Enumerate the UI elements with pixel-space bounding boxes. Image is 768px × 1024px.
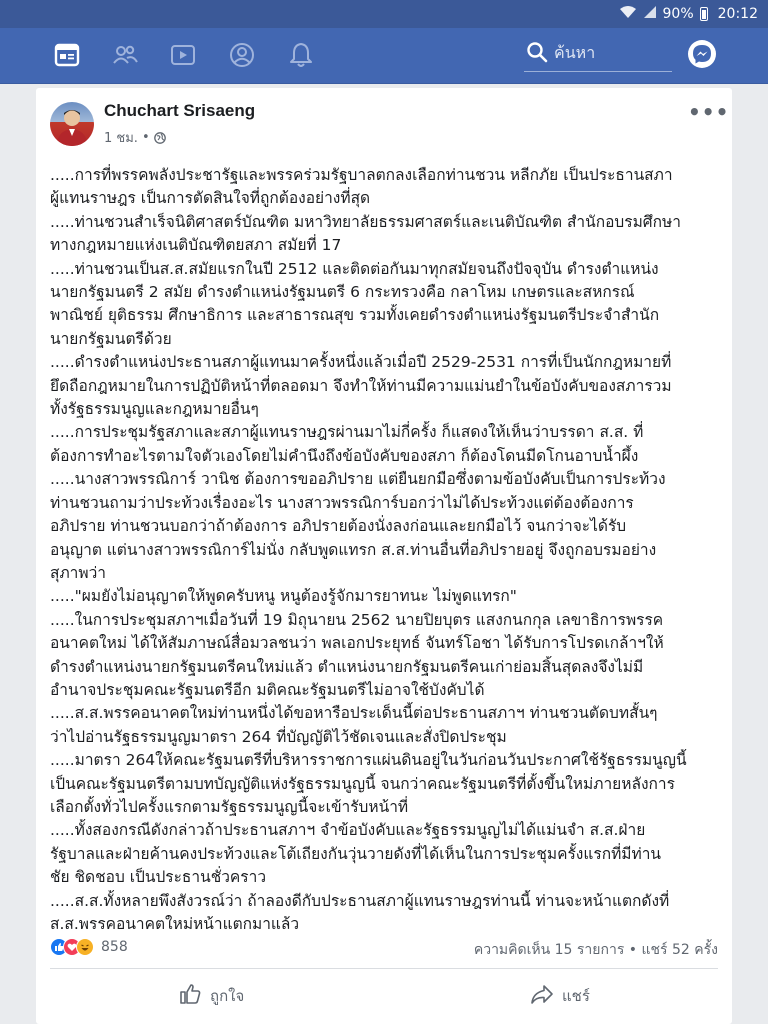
share-button[interactable] [530,982,590,1010]
post-meta [104,127,166,148]
post-text-line: .....ท่านชวนสำเร็จนิติศาสตร์บัณฑิต มหาวิทยาลัยธรรมศาสตร์และเนติบัณฑิต สำนักอบรมศึกษา [50,212,681,231]
post-text-line: ชัย ชิดชอบ เป็นประธานชั่วคราว [50,868,267,887]
post-text-line: รัฐบาลและฝ่ายค้านคงประท้วงและโต้เถียงกันวุ่นวายดังที่ได้เห็นในการประชุมครั้งแรกที่มีท่าน [50,844,662,863]
haha-icon [76,938,94,956]
search-icon [526,41,548,67]
post-text-line: เลือกตั้งทั่วไปครั้งแรกตามรัฐธรรมนูญนี้จะเข้ารับหน้าที่ [50,797,409,816]
search-box[interactable] [524,36,672,72]
thumbs-up-icon [178,982,202,1010]
battery-percent: 90% [662,6,694,22]
wifi-icon [619,5,637,23]
post-text-line: ทางกฎหมายแห่งเนติบัณฑิตยสภา สมัยที่ 17 [50,236,342,255]
meta-separator: • [141,130,150,145]
post-text-line: อภิปราย ท่านชวนบอกว่าถ้าต้องการ อภิปรายต้องนั่งลงก่อนและยกมือไว้ จนกว่าจะได้รับ [50,517,627,536]
post-text-line: ดำรงตำแหน่งนายกรัฐมนตรีคนใหม่แล้ว ตำแหน่งนายกรัฐมนตรีคนเก่าย่อมสิ้นสุดลงจึงไม่มี [50,657,644,676]
post-text-line: .....ดำรงตำแหน่งประธานสภาผู้แทนมาครั้งหนึ่งแล้วเมื่อปี 2529-2531 การที่เป็นนักกฎหมายที่ [50,353,672,372]
reaction-count: 858 [101,939,128,955]
clock: 20:12 [717,6,758,22]
like-button-label: ถูกใจ [210,987,245,1005]
search-placeholder: ค้นหา [554,43,596,62]
battery-icon [700,7,708,21]
post-text-line: อำนาจประชุมคณะรัฐมนตรีอีก มติคณะรัฐมนตรีไม่อาจใช้บังคับได้ [50,680,485,699]
post-text-line: .....ส.ส.พรรคอนาคตใหม่ท่านหนึ่งได้ขอหารือประเด็นนี้ต่อประธานสภาฯ ท่านชวนตัดบทสั้นๆ [50,704,658,723]
post-text-line: อนาคตใหม่ ได้ให้สัมภาษณ์สื่อมวลชนว่า พลเอกประยุทธ์ จันทร์โอชา ได้รับการโปรดเกล้าฯให้ [50,634,664,653]
post-text-line: นายกรัฐมนตรี 2 สมัย ดำรงตำแหน่งรัฐมนตรี 6 กระทรวงคือ กลาโหม เกษตรและสหกรณ์ [50,283,635,302]
post-text-line: .....มาตรา 264ให้คณะรัฐมนตรีที่บริหารราชการแผ่นดินอยู่ในวันก่อนวันประกาศใช้รัฐธรรมนูญนี้ [50,751,687,770]
messenger-icon[interactable] [688,40,716,68]
post-text-line: สุภาพว่า [50,563,107,582]
post-card [36,88,732,1024]
post-text-line: ....."ผมยังไม่อนุญาตให้พูดครับหนู หนูต้องรู้จักมารยาทนะ ไม่พูดแทรก" [50,587,517,606]
comments-shares-summary[interactable]: ความคิดเห็น 15 รายการ • แชร์ 52 ครั้ง [473,942,718,958]
signal-icon [643,5,657,23]
post-text-line: พาณิชย์ ยุติธรรม ศึกษาธิการ และสาธารณสุข รวมทั้งเคยดำรงตำแหน่งรัฐมนตรีประจำสำนัก [50,306,660,325]
reaction-summary[interactable] [50,938,128,956]
watch-icon[interactable] [168,40,198,70]
like-button[interactable] [178,982,244,1010]
share-button-label: แชร์ [562,987,590,1005]
post-text-line: .....ท่านชวนเป็นส.ส.สมัยแรกในปี 2512 และติดต่อกันมาทุกสมัยจนถึงปัจจุบัน ดำรงตำแหน่ง [50,259,659,278]
post-text-line: .....การประชุมรัฐสภาและสภาผู้แทนราษฎรผ่านมาไม่กี่ครั้ง ก็แสดงให้เห็นว่าบรรดา ส.ส. ที่ [50,423,644,442]
post-text-line: .....ส.ส.ทั้งหลายพึงสังวรณ์ว่า ถ้าลองดีกับประธานสภาผู้แทนราษฎรท่านนี้ ท่านจะหน้าแตกดังที่ [50,891,670,910]
post-text-line: .....การที่พรรคพลังประชารัฐและพรรคร่วมรัฐบาลตกลงเลือกท่านชวน หลีกภัย เป็นประธานสภา [50,166,673,184]
status-bar [0,0,768,28]
post-text-line: .....นางสาวพรรณิการ์ วานิช ต้องการขออภิปราย แต่ยืนยกมือซึ่งตามข้อบังคับเป็นการประท้วง [50,470,666,489]
globe-icon [154,132,166,144]
share-arrow-icon [530,982,554,1010]
post-body [50,164,722,936]
post-time[interactable]: 1 ชม. [104,131,138,146]
action-divider [50,968,718,969]
avatar[interactable] [50,102,94,146]
post-text-line: เป็นคณะรัฐมนตรีตามบทบัญญัติแห่งรัฐธรรมนูญนี้ จนกว่าคณะรัฐมนตรีที่ตั้งขึ้นใหม่ภายหลังการ [50,774,675,793]
post-actions [36,982,732,1018]
post-text-line: .....ในการประชุมสภาฯเมื่อวันที่ 19 มิถุนายน 2562 นายปิยบุตร แสงกนกกุล เลขาธิการพรรค [50,610,664,629]
post-text-line: .....ทั้งสองกรณีดังกล่าวถ้าประธานสภาฯ จำข้อบังคับและรัฐธรรมนูญไม่ได้แม่นจำ ส.ส.ฝ่าย [50,821,646,840]
post-author-name[interactable]: Chuchart Srisaeng [104,101,256,120]
post-text-line: ทั้งรัฐธรรมนูญและกฎหมายอื่นๆ [50,400,259,419]
friends-icon[interactable] [110,40,140,70]
post-text-line: ส.ส.พรรคอนาคตใหม่หน้าแตกมาแล้ว [50,915,300,933]
news-feed-icon[interactable] [52,40,82,70]
post-text-line: ผู้แทนราษฎร เป็นการตัดสินใจที่ถูกต้องอย่างที่สุด [50,189,371,208]
post-text-line: ท่านชวนถามว่าประท้วงเรื่องอะไร นางสาวพรรณิการ์บอกว่าไม่ได้ประท้วงแต่ต้องต้องการ [50,493,634,512]
post-text-line: ว่าไปอ่านรัฐธรรมนูญมาตรา 264 ที่บัญญัติไว้ชัดเจนและสั่งปิดประชุม [50,727,507,746]
post-text-line: อนุญาต แต่นางสาวพรรณิการ์ไม่นั่ง กลับพูดแทรก ส.ส.ท่านอื่นที่อภิปรายอยู่ จึงถูกอบรมอย่าง [50,540,657,559]
profile-icon[interactable] [227,40,257,70]
post-text-line: นายกรัฐมนตรีด้วย [50,329,172,348]
notifications-icon[interactable] [286,40,316,70]
ellipsis-icon[interactable]: ••• [688,100,730,124]
top-navigation-bar [0,28,768,84]
post-text-line: ยึดถือกฎหมายในการปฏิบัติหน้าที่ตลอดมา จึงทำให้ท่านมีความแม่นยำในข้อบังคับของสภารวม [50,376,672,395]
post-text-line: ต้องการทำอะไรตามใจตัวเองโดยไม่คำนึงถึงข้อบังคับของสภา ก็ต้องโดนมีดโกนอาบน้ำผึ้ง [50,446,639,465]
